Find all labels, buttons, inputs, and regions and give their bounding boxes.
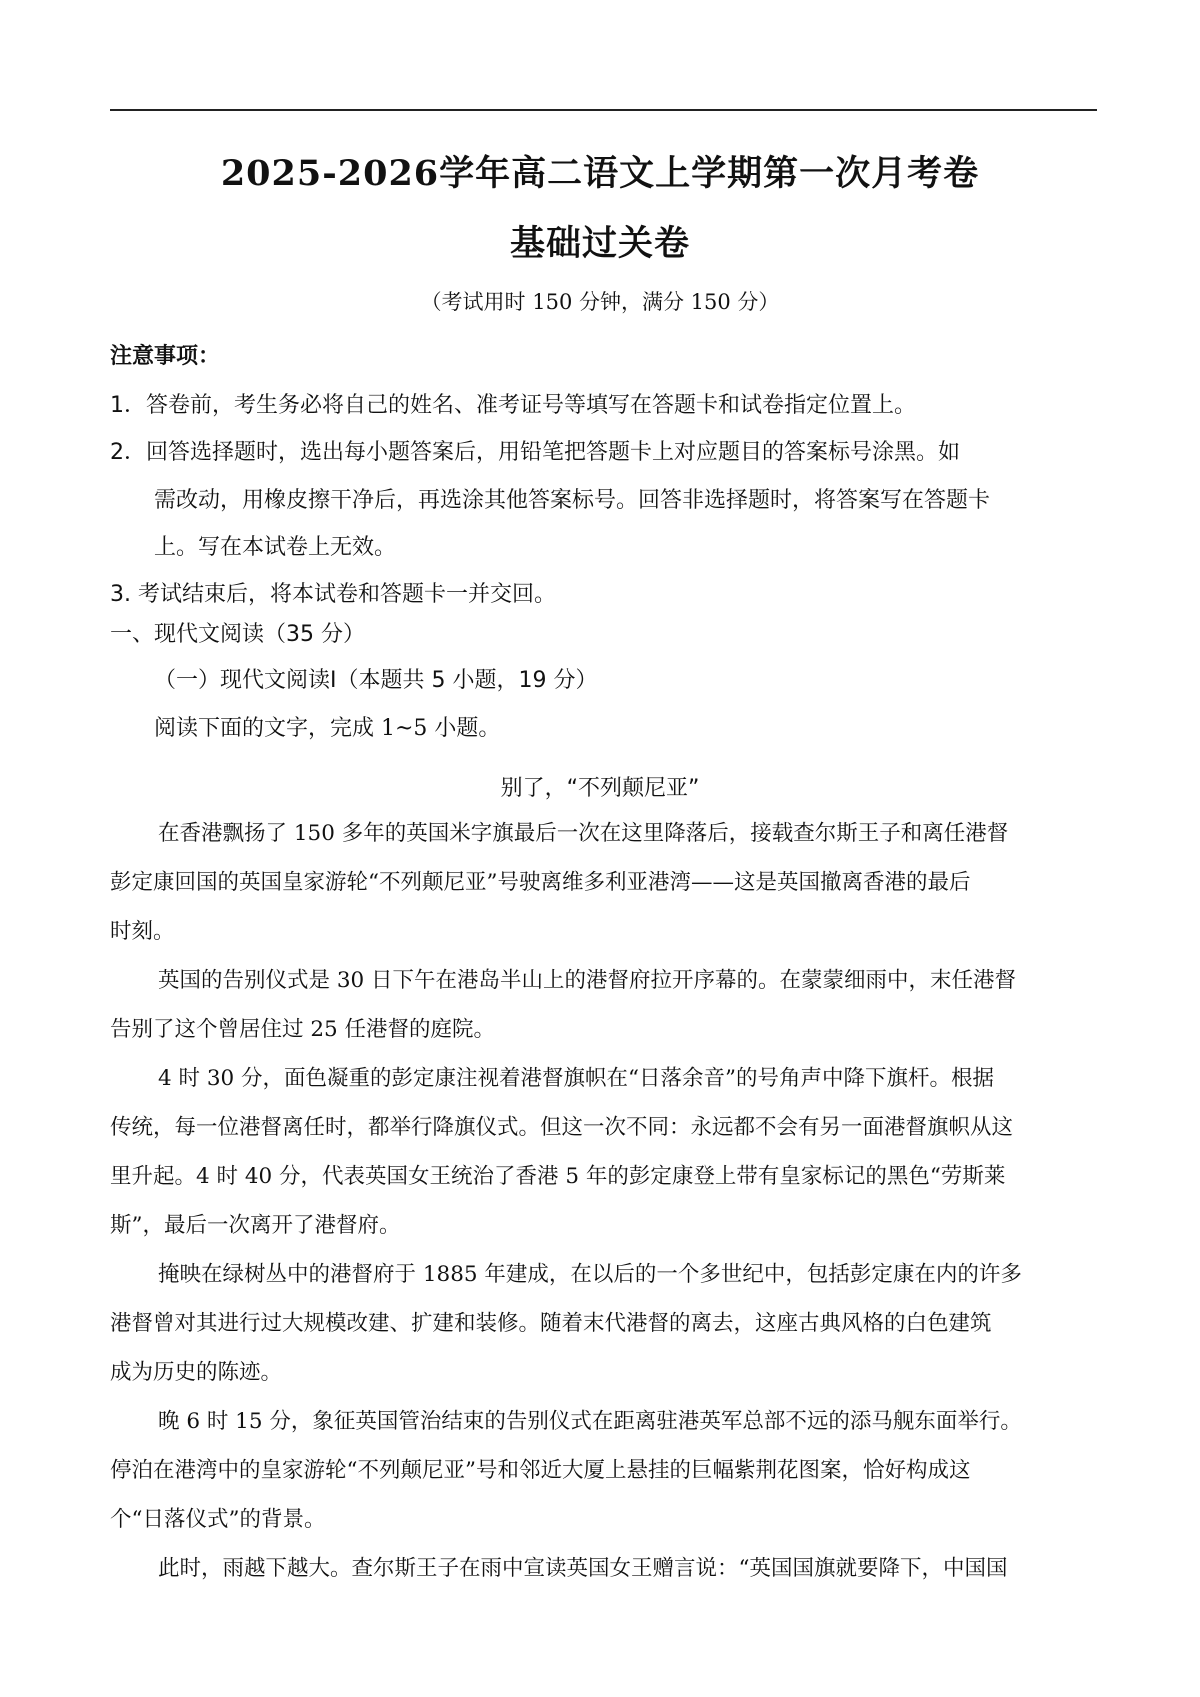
article-line: 彭定康回国的英国皇家游轮“不列颠尼亚”号驶离维多利亚港湾——这是英国撤离香港的最后 [110, 870, 971, 895]
article-line: 成为历史的陈迹。 [110, 1360, 283, 1385]
section-instruction: 阅读下面的文字，完成 1~5 小题。 [154, 716, 501, 741]
notice-item-3: 3. 考试结束后，将本试卷和答题卡一并交回。 [110, 582, 556, 607]
page-title: 2025-2026学年高二语文上学期第一次月考卷 [220, 153, 980, 194]
article-line: 4 时 30 分，面色凝重的彭定康注视着港督旗帜在“日落余音”的号角声中降下旗杆。根据 [158, 1066, 995, 1091]
exam-info: （考试用时 150 分钟，满分 150 分） [420, 290, 780, 314]
page-subtitle: 基础过关卷 [509, 223, 690, 264]
notice-item-1: 1．答卷前，考生务必将自己的姓名、准考证号等填写在答题卡和试卷指定位置上。 [110, 393, 916, 418]
article-line: 港督曾对其进行过大规模改建、扩建和装修。随着末代港督的离去，这座古典风格的白色建筑 [110, 1311, 992, 1336]
article-line: 停泊在港湾中的皇家游轮“不列颠尼亚”号和邻近大厦上悬挂的巨幅紫荆花图案，恰好构成这 [110, 1458, 971, 1483]
article-line: 晚 6 时 15 分，象征英国管治结束的告别仪式在距离驻港英军总部不远的添马舰东面举行。 [158, 1409, 1022, 1434]
section-heading: 一、现代文阅读（35 分） [110, 622, 365, 647]
notice-item-2-line-1: 2．回答选择题时，选出每小题答案后，用铅笔把答题卡上对应题目的答案标号涂黑。如 [110, 440, 960, 465]
article-line: 传统，每一位港督离任时，都举行降旗仪式。但这一次不同：永远都不会有另一面港督旗帜从这 [110, 1115, 1014, 1140]
article-line: 告别了这个曾居住过 25 任港督的庭院。 [110, 1017, 496, 1042]
article-line: 里升起。4 时 40 分，代表英国女王统治了香港 5 年的彭定康登上带有皇家标记的黑色“劳斯莱 [110, 1164, 1006, 1189]
section-subheading: （一）现代文阅读Ⅰ（本题共 5 小题，19 分） [154, 668, 598, 693]
article-line: 个“日落仪式”的背景。 [110, 1507, 326, 1532]
article-line: 掩映在绿树丛中的港督府于 1885 年建成，在以后的一个多世纪中，包括彭定康在内的许多 [158, 1262, 1022, 1287]
notice-item-2-line-2: 需改动，用橡皮擦干净后，再选涂其他答案标号。回答非选择题时，将答案写在答题卡 [154, 488, 991, 513]
header-rule [110, 109, 1097, 111]
article-line: 英国的告别仪式是 30 日下午在港岛半山上的港督府拉开序幕的。在蒙蒙细雨中，末任港督 [158, 968, 1017, 993]
notice-heading: 注意事项： [110, 344, 221, 369]
article-line: 时刻。 [110, 919, 175, 944]
article-line: 斯”，最后一次离开了港督府。 [110, 1213, 401, 1238]
article-title: 别了，“不列颠尼亚” [500, 776, 700, 801]
notice-item-2-line-3: 上。写在本试卷上无效。 [154, 535, 397, 560]
article-line: 此时，雨越下越大。查尔斯王子在雨中宣读英国女王赠言说：“英国国旗就要降下，中国国 [158, 1556, 1008, 1581]
article-line: 在香港飘扬了 150 多年的英国米字旗最后一次在这里降落后，接载查尔斯王子和离任港督 [158, 821, 1009, 846]
